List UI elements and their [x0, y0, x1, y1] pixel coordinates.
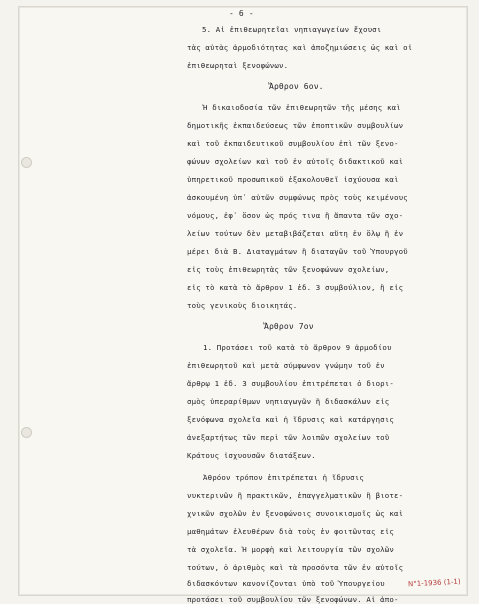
text-line: τούτων, ὁ ἀριθμὸς καὶ τὰ προσόντα τῶν ἐν αὐτοῖς [187, 563, 404, 572]
text-line: ἀνεξαρτήτως τῶν περὶ τῶν λοιπῶν σχολείων τοῦ [187, 433, 390, 442]
text-line: εἰς τὸ κατὰ τὸ ἄρθρον 1 ἐδ. 3 συμβούλιον, ἢ εἰς [187, 283, 404, 292]
text-line: ἐπιθεωρητοῦ καὶ μετὰ σύμφωνον γνώμην τοῦ ἐν [187, 361, 385, 370]
archive-stamp: Ν°1-1936 (1-1) [408, 577, 462, 589]
document-page [18, 6, 468, 604]
text-line: ἐπιθεωρηταὶ ξενοφώνων. [187, 61, 289, 70]
text-line: χνικῶν σχολῶν ἐν ξενοφώνοις συνοικισμοῖς ὡς καὶ [187, 509, 404, 518]
text-line: ξενόφωνα σχολεῖα καὶ ἡ ἵδρυσις καὶ κατάργησις [187, 415, 394, 424]
text-line: τὰς αὐτὰς ἀρμοδιότητας καὶ ἀποζημιώσεις ὡς καὶ οἱ [187, 43, 413, 52]
text-line: τοὺς γενικοὺς διοικητάς. [187, 301, 298, 310]
typed-text-block [19, 7, 467, 604]
text-line: διδασκόντων κανονίζονται ὑπὸ τοῦ Ὑπουργείου [187, 579, 385, 588]
text-line: Ἡ δικαιοδοσία τῶν ἐπιθεωρητῶν τῆς μέσης καὶ [203, 103, 401, 112]
text-line: Ἀθρόον τρόπον ἐπιτρέπεται ἡ ἵδρυσις [203, 473, 364, 482]
text-line: ἄρθρῳ 1 ἐδ. 3 συμβουλίου ἐπιτρέπεται ὁ διορι- [187, 379, 394, 388]
text-line: προτάσει τοῦ συμβουλίου τῶν ξενοφώνων. Αἱ ἀπο- [187, 595, 399, 604]
text-line: δημοτικῆς ἐκπαιδεύσεως τῶν ἐποπτικῶν συμβουλίων [187, 121, 404, 130]
text-line: λείων τούτων δὲν μεταβιβάζεται αὕτη ἐν ὅλῳ ἢ ἐν [187, 229, 404, 238]
text-line: εἰς τοὺς ἐπιθεωρητὰς τῶν ξενοφώνων σχολείων, [187, 265, 390, 274]
article-heading: Ἄρθρον 6ον. [269, 82, 324, 91]
article-heading: Ἄρθρον 7ον [264, 322, 314, 331]
text-line: ἀσκουμένη ὑπ᾿ αὐτῶν συμφώνως πρὸς τοὺς κειμένους [187, 193, 408, 202]
text-line: 1. Προτάσει τοῦ κατὰ τὸ ἄρθρον 9 ἁρμοδίου [203, 343, 392, 352]
text-line: ὑπηρετικοῦ προσωπικοῦ ἐξακολουθεῖ ἰσχύουσα καὶ [187, 175, 399, 184]
text-line: φώνων σχολείων καὶ τοῦ ἐν αὐτοῖς διδακτικοῦ καὶ [187, 157, 404, 166]
text-line: νόμους, ἐφ᾿ ὅσον ὡς πρός τινα ἢ ἅπαντα τῶν σχο- [187, 211, 404, 220]
text-line: σμὸς ὑπεραρίθμων νηπιαγωγῶν ἢ διδασκάλων εἰς [187, 397, 390, 406]
text-line: Κράτους ἰσχυουσῶν διατάξεων. [187, 451, 316, 460]
text-line: τὰ σχολεῖα. Ἡ μορφὴ καὶ λειτουργία τῶν σχολῶν [187, 545, 394, 554]
page-number: - 6 - [229, 9, 254, 18]
text-line: νυκτερινῶν ἢ πρακτικῶν, ἐπαγγελματικῶν ἢ βιοτε- [187, 491, 404, 500]
text-line: μέρει διὰ Β. Διαταγμάτων ἢ διαταγῶν τοῦ Ὑπουργοῦ [187, 247, 408, 256]
text-line: 5. Αἱ ἐπιθεωρητεῖαι νηπιαγωγείων ἔχουσι [202, 25, 382, 34]
text-line: καὶ τοῦ ἐκπαιδευτικοῦ συμβουλίου ἐπὶ τῶν ξενο- [187, 139, 399, 148]
text-line: μαθημάτων ἐλευθέρων διὰ τοὺς ἐν φοιτῶντας εἰς [187, 527, 394, 536]
